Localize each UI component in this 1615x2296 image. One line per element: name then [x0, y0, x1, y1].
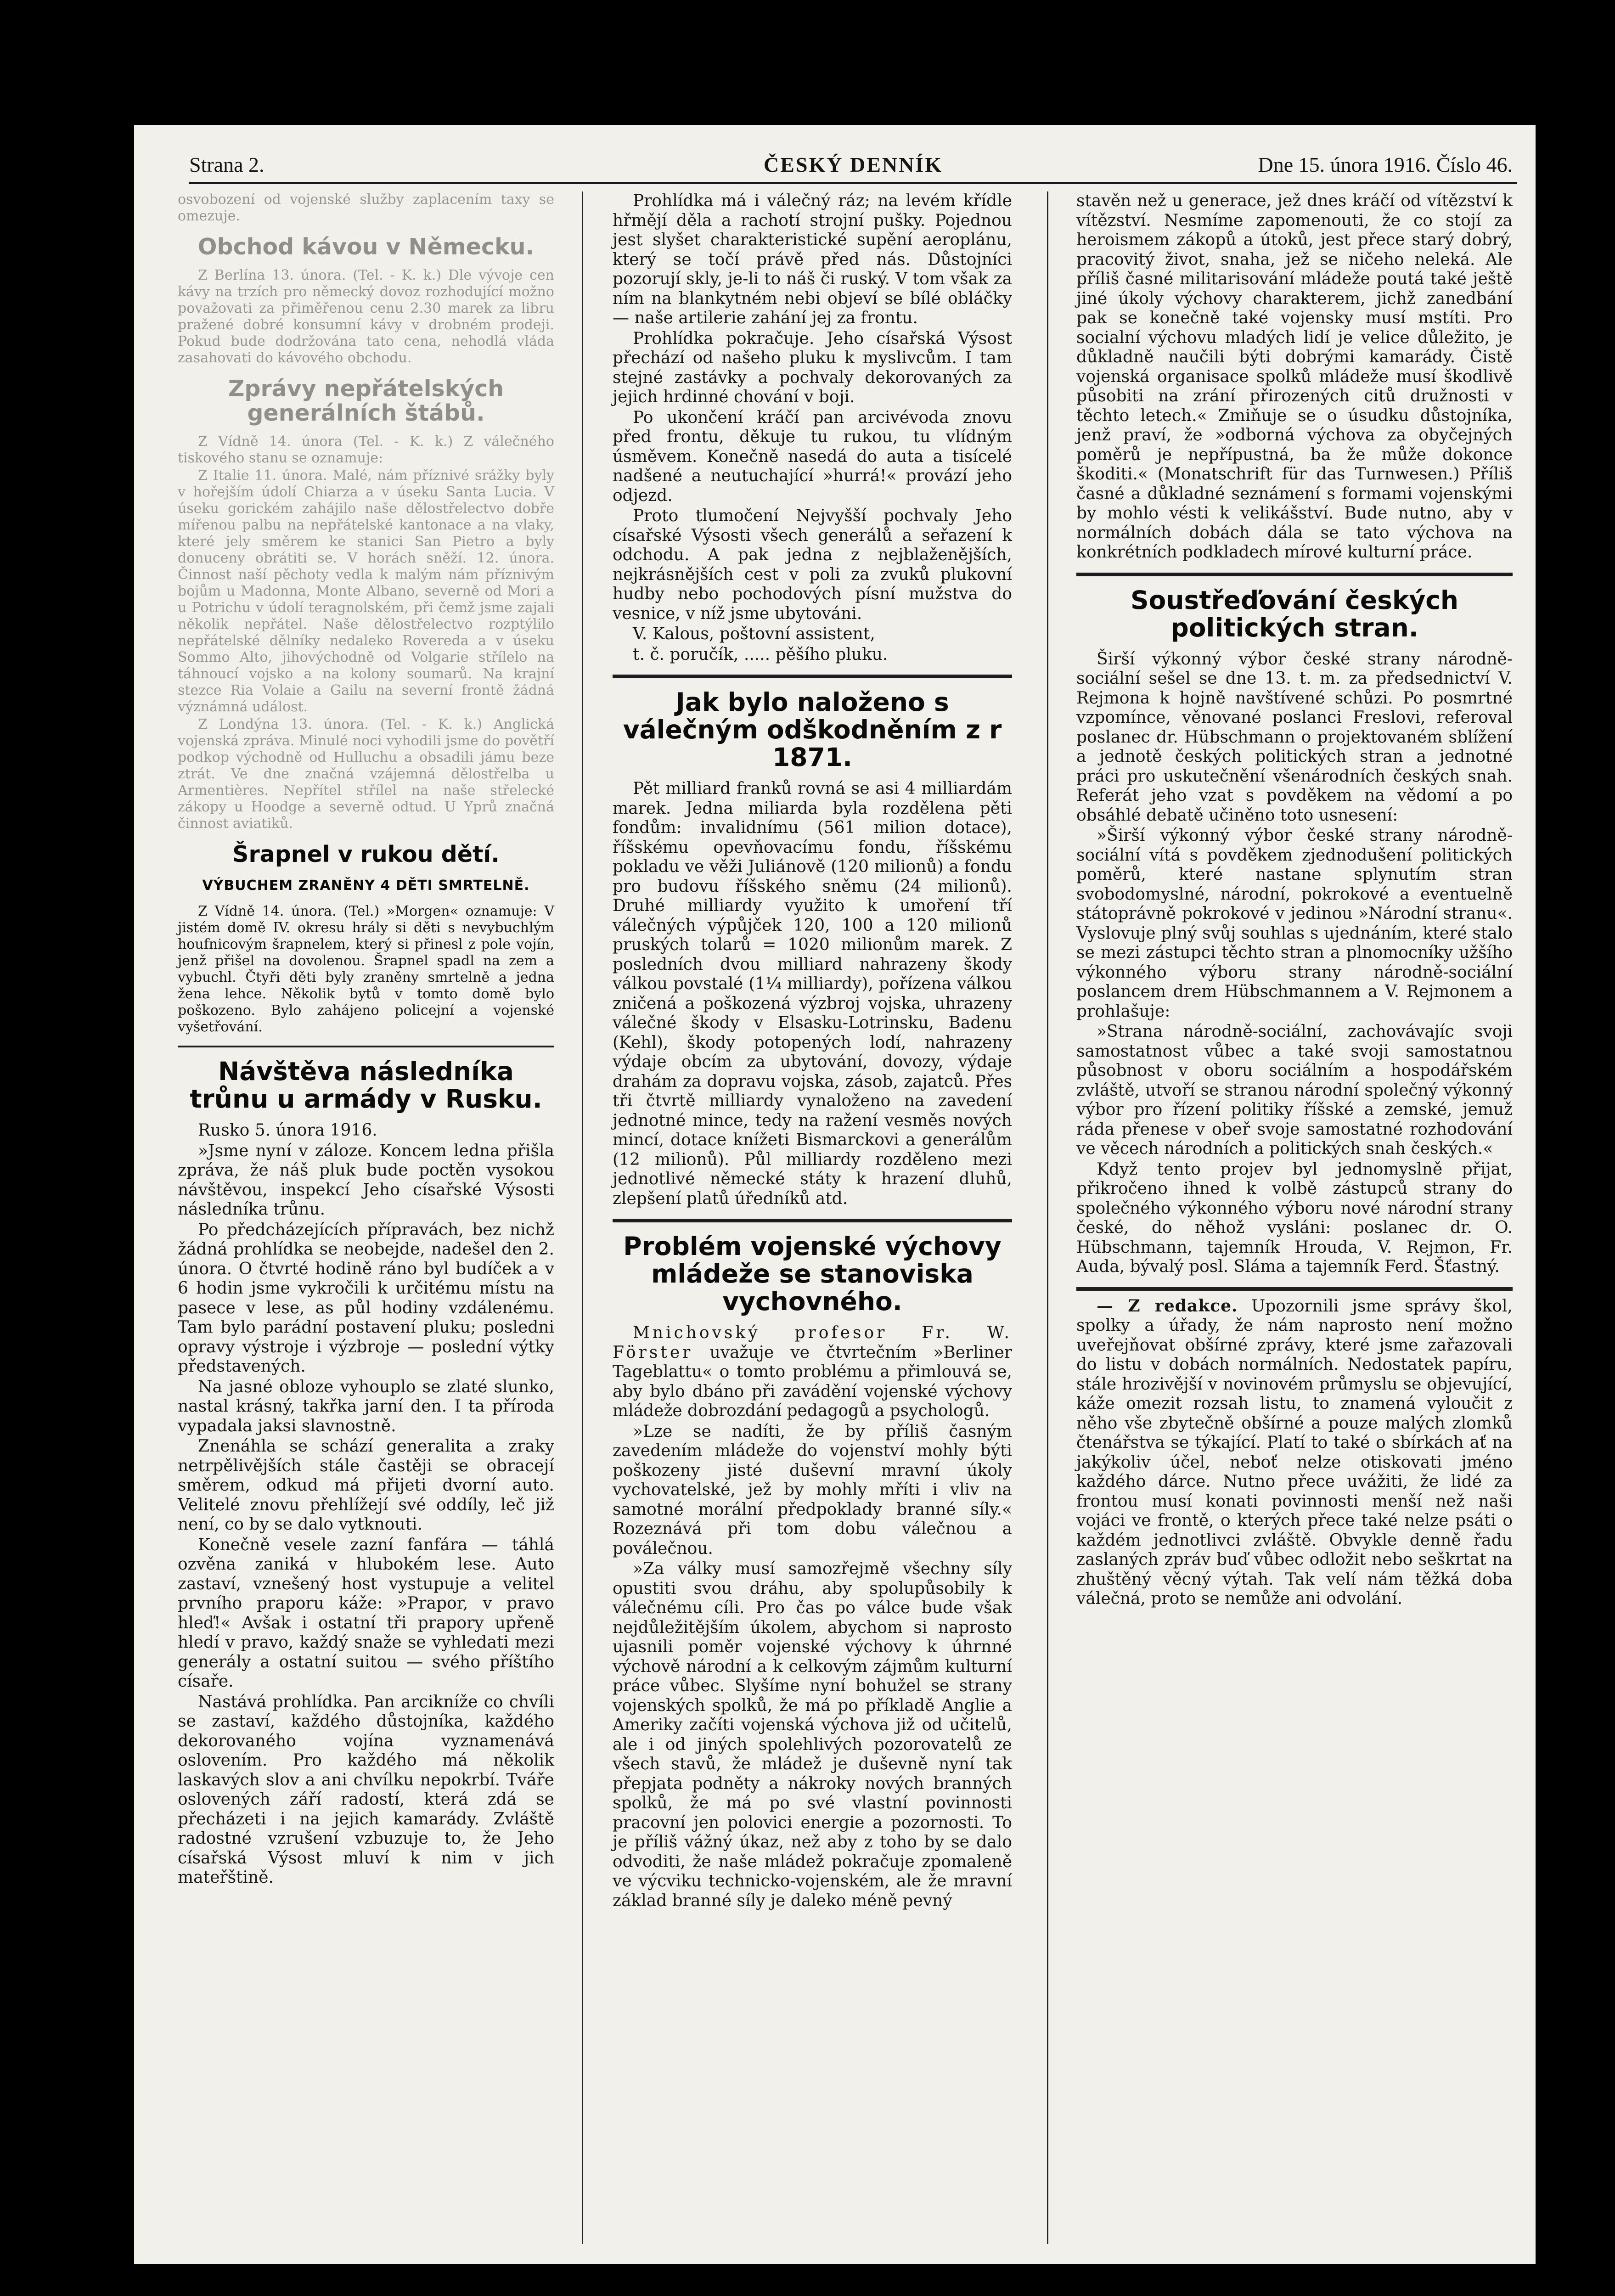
signature: t. č. poručík, ..... pěšího pluku. — [633, 645, 888, 664]
article-heading-coffee: Obchod kávou v Německu. — [197, 234, 535, 260]
article-heading-reports: Zprávy nepřátelských generálních štábů. — [228, 376, 504, 426]
article-text: Znenáhla se schází generalita a zraky netrpělivějších stále častěji se obracejí směrem, odkud má přijeti dvorní auto. Velitelé znovu přehlížejí své oddíly, leč již není, co by se dalo vytknouti. — [178, 1437, 554, 1534]
article-text: »Širší výkonný výbor české strany národně-sociální vítá s povděkem zjednodušení politických poměrů, které nastane splynutím stran svobodomyslné, národní, pokrokové a eventuelně státoprávně pokrokové v jedinou »Národní stranu«. Vyslovuje plný svůj souhlas s ujednáním, které stalo se mezi zástupci těchto stran a plnomocníky užšího výkonného výboru strany národně-sociální poslancem drem Hübschmannem a V. Rejmonem a prohlašuje: — [1076, 826, 1513, 1021]
article-text: Na jasné obloze vyhouplo se zlaté slunko, nastal krásný, takřka jarní den. I ta příroda vypadala jaksi slavnostně. — [178, 1377, 554, 1435]
article-text-editorial — [1076, 1296, 1513, 1609]
article-text: Prohlídka má i válečný ráz; na levém křídle hřmějí děla a rachotí strojní pušky. Pojednou jest slyšet charakteristické supění aeroplánu, který se točí právě před nás. Důstojníci pozorují skly, je-li to náš či ruský. V tom však za ním na blankytném nebi objeví se bílé obláčky — naše artilerie zahání jej za frontu. — [613, 191, 1012, 327]
article-text: »Jsme nyní v záloze. Koncem ledna přišla zpráva, že náš pluk bude poctěn vysokou návštěvou, inspekcí Jeho císařské Výsosti následníka trůnu. — [178, 1141, 554, 1219]
article-heading-shrapnel: Šrapnel v rukou dětí. — [232, 841, 500, 867]
section-divider — [1076, 573, 1513, 576]
column-rule — [582, 191, 583, 2244]
article-text-coffee: Z Berlína 13. února. (Tel. - K. k.) Dle vývoje cen kávy na trzích pro německý dovoz rozhodující možno považovati za přiměřenou cenu 2.30 marek za libru pražené dobré konsumní kávy v drobném prodeji. Pokud bude dodržována tato cena, nehodlá vláda zasahovati do kávového obchodu. — [178, 267, 554, 366]
section-divider — [1076, 1287, 1513, 1291]
article-text: Nastává prohlídka. Pan arcikníže co chvíli se zastaví, každého důstojníka, každého dekorovaného vojína vyznamenává oslovením. Pro každého má několik laskavých slov a ani chvílku nepokrbí. Tváře oslovených září radostí, která zdá se přecházeti i na jejich kamarády. Zvláště radostné vzrušení vzbuzuje to, že Jeho císařská Výsost mluví k nim v jich mateřštině. — [178, 1692, 554, 1887]
article-text — [613, 1323, 1012, 1421]
issue-date: Dne 15. února 1916. Číslo 46. — [1258, 153, 1513, 176]
article-text-shrapnel: Z Vídně 14. února. (Tel.) »Morgen« oznamuje: V jistém domě IV. okresu hrály si děti s nevybuchlým houfnicovým šrapnelem, který si přinesl z pole vojín, jenž přišel na dovolenou. Šrapnel spadl na zem a vybuchl. Čtyři děti byly zraněny smrtelně a jedna žena lehce. Několik bytů v tomto domě bylo poškozeno. Bylo zahájeno policejní a vojenské vyšetřování. — [178, 903, 554, 1035]
dateline: Rusko 5. února 1916. — [198, 1121, 377, 1140]
column-rule — [1047, 191, 1048, 2244]
article-text: stavěn než u generace, jež dnes kráčí od vítězství k vítězství. Nesmíme zapomenouti, že co stojí za heroismem zákopů a útoků, jest přece starý dobrý, pracovitý život, snaha, jež se ničeho neleká. Ale příliš časné militarisování mládeže poutá také ještě jiné úkoly výchovy charakterem, jichž zanedbání pak se konečně také vojensky musí mstíti. Pro socialní výchovu mladých lidí je velice důležito, je důkladně naučili býti dobrými kamarády. Čistě vojenská organisace spolků mládeže musí škodlivě působiti na zrání přirozených citů družnosti v těchto letech.« Zmiňuje se o úsudku důstojníka, jenž praví, že »odborná výchova za obyčejných poměrů je nepřípustná, ba že může dokonce škoditi.« (Monatschrift für das Turnwesen.) Příliš časné a důkladné seznámení s formami vojenskými by mohlo vésti k velikášství. Bude nutno, aby v normálních dobách dála se tato výchova na konkrétních podkladech mírové kulturní práce. — [1076, 191, 1513, 562]
editorial-text: Upozornili jsme správy škol, spolky a úřady, že nám naprosto není možno uveřejňovat obšírné zprávy, které jsme zařazovali do listu v dobách normálních. Nedostatek papíru, stále hrozivější v novinovém průmyslu se objevující, káže omezit rozsah listu, to znamená vyloučit z něho vše zbytečně obšírné a pouze malých zlomků čtenářstva se týkající. Platí to také o sbírkách ať na jakýkoliv účel, neboť nelze otiskovati jméno každého dárce. Nutno přece uvážiti, že lidé za frontou musí konati povinnosti menší než naši vojáci ve frontě, o kterých přece také nelze psáti o každém jednotlivci zvláště. Obvykle denně řadu zaslaných zpráv buď vůbec odložit nebo seškrtat na zhuštěný věcný výtah. Tak velí nám těžká doba válečná, proto se nemůže ani odvolání. — [1076, 1296, 1513, 1608]
masthead — [189, 149, 1517, 184]
newspaper-title: ČESKÝ DENNÍK — [763, 153, 943, 176]
article-text: Z Vídně 14. února (Tel. - K. k.) Z válečného tiskového stanu se oznamuje: — [178, 433, 554, 466]
article-text: »Strana národně-sociální, zachovávajíc svoji samostatnost vůbec a také svoji samostatnou působnost v oboru sociálním a hospodářském zvláště, utvoří se stranou národní společný výkonný výbor pro řízení politiky říšské a zemské, jemuž ráda přenese v obeř svoje samostatné rozhodování ve věcech národních a politických snah českých.« — [1076, 1022, 1513, 1158]
column-1 — [178, 191, 554, 1889]
article-text: Po ukončení kráčí pan arcivévoda znovu před frontu, děkuje tu rukou, tu vlídným úsměvem. Konečně nasedá do auta a tisícelé nadšené a neutuchající »hurrá!« provází jeho odjezd. — [613, 408, 1012, 505]
article-text: »Lze se nadíti, že by příliš časným zavedením mládeže do vojenství mohly býti poškozeny jisté duševní mravní úkoly vychovatelské, jež by mohly mříti i vliv na samotné morální předpoklady branné síly.« Rozeznává při tom dobu válečnou a poválečnou. — [613, 1422, 1012, 1558]
column-2 — [613, 191, 1012, 1912]
article-text: Když tento projev byl jednomyslně přijat, přikročeno ihned k volbě zástupců strany do společného výkonného výboru nové národní strany české, do něhož vysláni: poslanec dr. O. Hübschmann, tajemník Hrouda, V. Rejmon, Fr. Auda, bývalý posl. Sláma a tajemník Ferd. Šťastný. — [1076, 1159, 1513, 1276]
article-text: Prohlídka pokračuje. Jeho císařská Výsost přechází od našeho pluku k myslivcům. I tam stejné zastávky a pochvaly dekorovaných za jejich hrdinné chování v boji. — [613, 329, 1012, 406]
article-text: Z Londýna 13. února. (Tel. - K. k.) Anglická vojenská zpráva. Minulé noci vyhodili jsme do povětří podkop východně od Hulluchu a obsadili jámu beze ztrát. Ve dne značná vzájemná dělostřelba u Armentières. Nepřítel střílel na naše střelecké zákopy u Hoodge a severně odtud. U Yprů značná činnost aviatiků. — [178, 716, 554, 832]
page-number: Strana 2. — [189, 153, 264, 176]
article-heading-indemnity: Jak bylo naloženo s válečným odškodněním z r 1871. — [623, 687, 1002, 772]
article-heading-problem: Problém vojenské výchovy mládeže se stanoviska vychovného. — [623, 1232, 1002, 1316]
section-divider — [613, 675, 1012, 678]
column-3 — [1076, 191, 1513, 1610]
article-subheading-shrapnel: VÝBUCHEM ZRANĚNY 4 DĚTI SMRTELNĚ. — [202, 878, 530, 894]
article-heading-parties: Soustřeďování českých politických stran. — [1130, 585, 1459, 642]
article-heading-visit: Návštěva následníka trůnu u armády v Rusku. — [190, 1057, 542, 1114]
article-text: Pět milliard franků rovná se asi 4 milliardám marek. Jedna miliarda byla rozdělena pěti fondům: invalidnímu (561 milion dotace), říšskému opevňovacímu fondu, říšskému pokladu ve věži Juliánově (120 milionů) a fondu pro budovu říšského sněmu (24 milionů). Druhé milliardy využito k umoření tří válečných výpůjček 120, 100 a 120 milionů pruských tolarů = 1020 milionům marek. Z posledních dvou milliard nahrazeny škody válkou povstalé (1¼ milliardy), pořízena válkou zničená a poškozená výzbroj vojska, uhrazeny válečné škody v Elsasku-Lotrinsku, Badenu (Kehl), škody potopených lodí, nahrazeny výdaje obcím za ubytování, dovozy, výdaje drahám za dopravu vojska, zásob, zajatců. Přes tři čtvrtě milliardy vynaloženo na zavedení jednotné mince, tedy na ražení vesměs nových mincí, dotace knížeti Bismarckovi a generálům (12 milionů). Půl milliardy rozděleno mezi jednotlivé německé státy k hrazení dluhů, zlepšení platů úředníků atd. — [613, 779, 1012, 1208]
intro-fragment: osvobození od vojenské služby zaplacením taxy se omezuje. — [178, 191, 554, 224]
section-divider — [613, 1219, 1012, 1222]
signature: V. Kalous, poštovní assistent, — [633, 625, 875, 643]
article-text: Konečně vesele zazní fanfára — táhlá ozvěna zaniká v hlubokém lese. Auto zastaví, vznešený host vystupuje a velitel prvního praporu káže: »Prapor, v pravo hleď!« Avšak i ostatní tři prapory upřeně hledí v pravo, každý snaže se vyhledati mezi generály a ostatní suitou — svého příštího císaře. — [178, 1535, 554, 1691]
article-text: Proto tlumočení Nejvyšší pochvaly Jeho císařské Výsosti všech generálů a seřazení k odchodu. A pak jedna z nejblaženějších, nejkrásnějších cest v poli za zvuků plukovní hudby nebo pochodových písní mužstva do vesnice, v níž jsme ubytováni. — [613, 506, 1012, 623]
article-text-span: uvažuje ve čtvrtečním »Berliner Tageblattu« o tomto problému a přimlouvá se, aby bylo dbáno při zavádění vojenské výchovy mládeže dobrozdání pedagogů a psychologů. — [613, 1343, 1012, 1420]
author-name: Mnichovský profesor Fr. W. Förster — [613, 1323, 1012, 1362]
section-divider — [178, 1046, 554, 1047]
article-text: Po předcházejících přípravách, bez nichž žádná prohlídka se neobejde, nadešel den 2. února. O čtvrté hodině ráno byl budíček a v 6 hodin jsme vykročili k určitému místu na pasece v lese, as půl hodiny vzdálenému. Tam bylo parádní postavení pluku; posledni opravy výstroje i výzbroje — poslední výtky představených. — [178, 1220, 554, 1376]
article-text: »Za války musí samozřejmě všechny síly opustiti svou dráhu, aby spolupůsobily k válečnému cíli. Pro čas po válce bude však nejdůležitějším úkolem, abychom si naprosto ujasnili poměr vojenské výchovy k úhrnné výchově národní a k celkovým zájmům kulturní práce vůbec. Slyšíme nyní bohužel se strany vojenských spolků, že má po příkladě Anglie a Ameriky začíti vojenská výchova již od učitelů, ale i od jiných spolehlivých pozorovatelů ze všech stavů, že mládež je duševně nyní tak přepjata podněty a nákroky nových branných spolků, že má po své vlastní povinnosti pracovní jen polovici energie a pozornosti. To je příliš vážný úkaz, než aby z toho by se dalo odvoditi, že naše mládež pokračuje zpomaleně ve výcviku technicko-vojenském, ale že mravní základ branné síly je daleko méně pevný — [613, 1559, 1012, 1910]
article-text: Z Italie 11. února. Malé, nám příznivé srážky byly v hořejším údolí Chiarza a v úseku Santa Lucia. V úseku gorickém zahájilo naše dělostřelectvo dobře mířenou palbu na nepřátelské kantonace a na vlaky, které jely směrem ke stanici San Pietro a byly donuceny obrátiti se. V horách sněží. 12. února. Činnost naší pěchoty vedla k malým nám příznivým bojům u Madonna, Monte Albano, severně od Mori a u Potrichu v údolí teragnolském, při čemž jsme zajali několik nepřátel. Naše dělostřelectvo rozptýlilo nepřátelské dělníky nedaleko Rovereda a v úseku Sommo Alto, jihovýchodně od Volgarie střílelo na táhnoucí vojsko a na kolony soumarů. Na krajní stezce Ria Volaie a Gailu na severní frontě žádná význámná událost. — [178, 467, 554, 715]
article-text: Širší výkonný výbor české strany národně-sociální sešel se dne 13. t. m. za předsednictví V. Rejmona k hojně navštívené schůzi. Po posmrtné vzpomínce, věnované poslanci Freslovi, referoval poslanec dr. Hübschmann o projektovaném sblížení a jednotě českých politických stran a jednotné práci pro uskutečnění všenárodních českých snah. Referát jeho vzat s povděkem na vědomí a po obsáhlé debatě učiněno toto usnesení: — [1076, 649, 1513, 825]
editorial-lead: — Z redakce. — [1097, 1296, 1238, 1316]
newspaper-page — [134, 125, 1536, 2264]
